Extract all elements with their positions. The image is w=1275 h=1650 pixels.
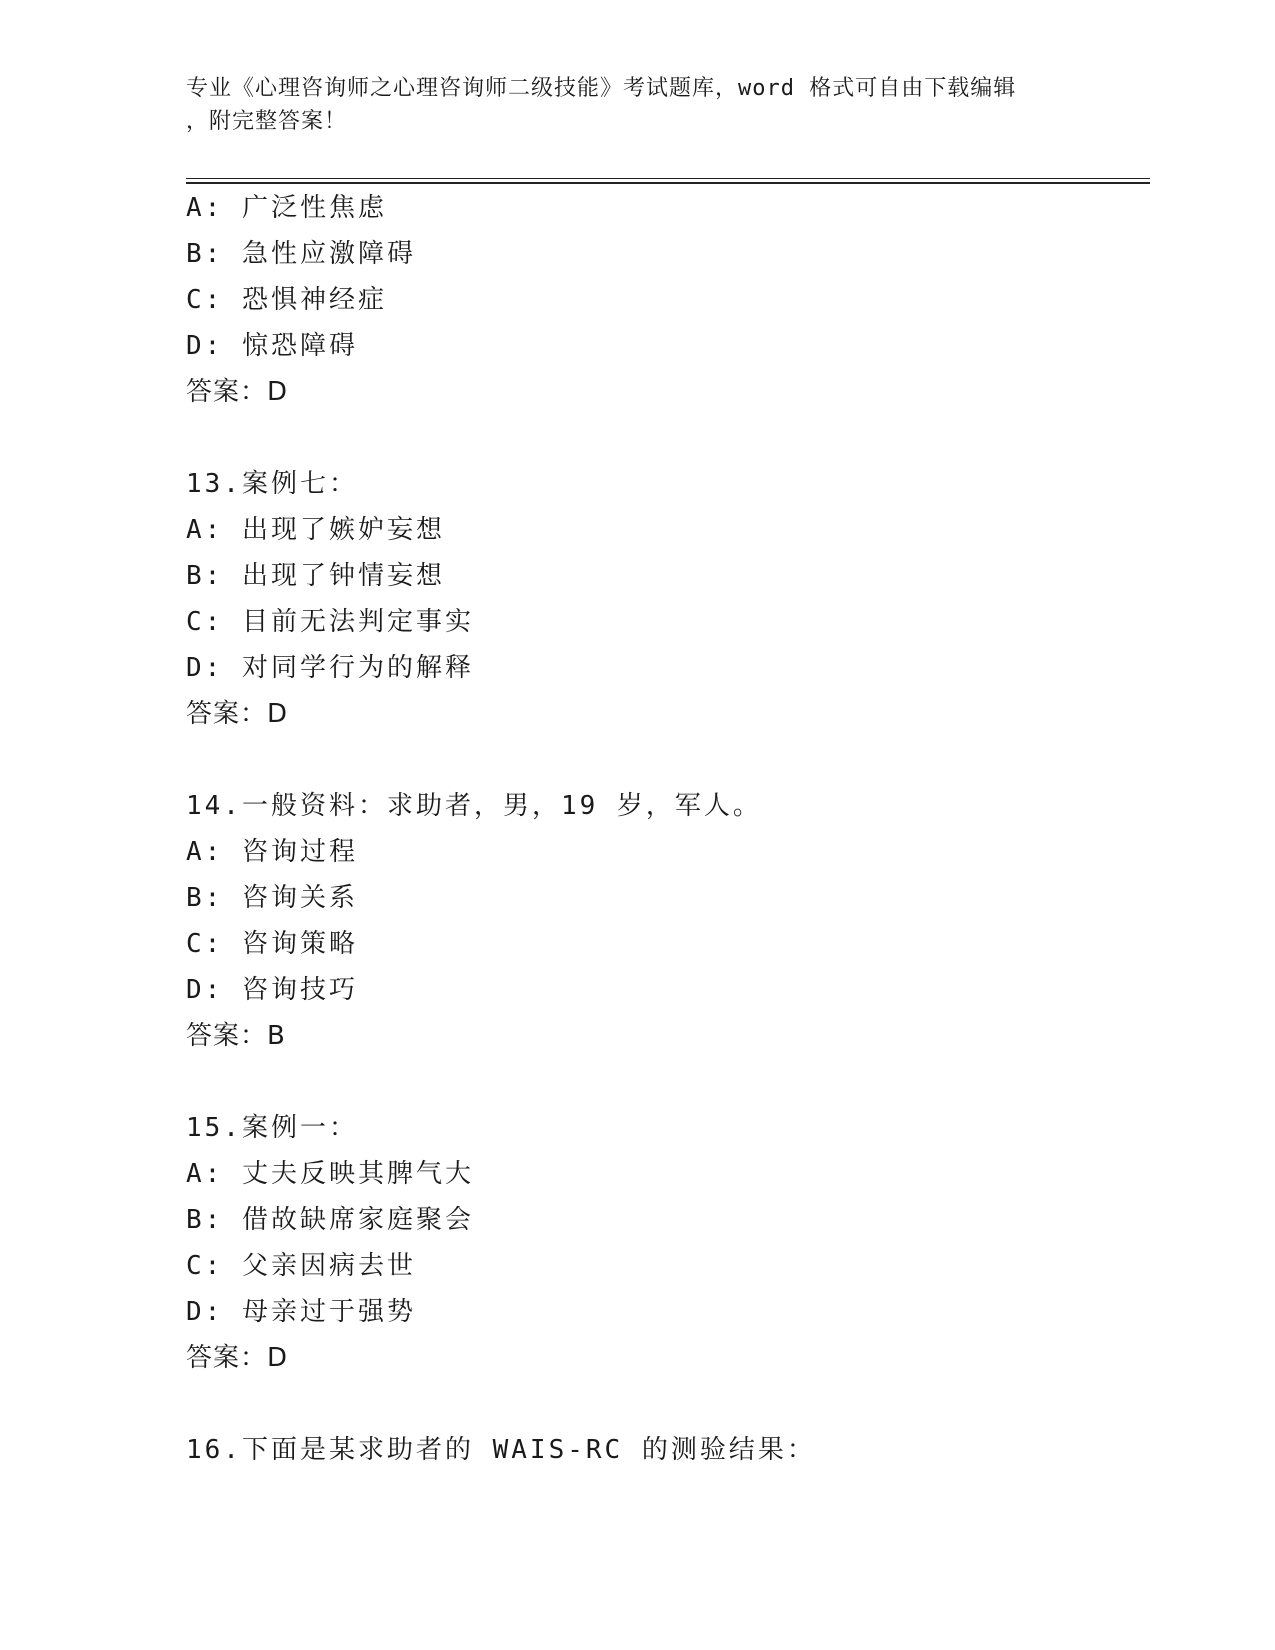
option-c: C: 恐惧神经症 (186, 285, 387, 315)
spacer (186, 1059, 1146, 1105)
option-a: A: 咨询过程 (186, 837, 358, 867)
document-header (186, 72, 1086, 138)
question-13 (186, 461, 1146, 737)
answer: 答案：D (186, 377, 289, 407)
answer: 答案：D (186, 699, 289, 729)
option-a: A: 出现了嫉妒妄想 (186, 515, 445, 545)
option-c: C: 目前无法判定事实 (186, 607, 474, 637)
option-b: B: 咨询关系 (186, 883, 358, 913)
question-title: 13.案例七： (186, 469, 358, 499)
spacer (186, 1381, 1146, 1427)
option-d: D: 惊恐障碍 (186, 331, 358, 361)
option-c: C: 父亲因病去世 (186, 1251, 416, 1281)
spacer (186, 415, 1146, 461)
option-a: A: 广泛性焦虑 (186, 193, 387, 223)
question-14 (186, 783, 1146, 1059)
header-line-2: ，附完整答案！ (186, 109, 348, 134)
question-title: 14.一般资料：求助者，男，19 岁，军人。 (186, 791, 762, 821)
option-d: D: 母亲过于强势 (186, 1297, 416, 1327)
option-a: A: 丈夫反映其脾气大 (186, 1159, 474, 1189)
question-list (186, 185, 1146, 1473)
answer: 答案：B (186, 1021, 286, 1051)
question-15 (186, 1105, 1146, 1381)
header-divider-thick (186, 182, 1150, 184)
option-d: D: 对同学行为的解释 (186, 653, 474, 683)
option-b: B: 借故缺席家庭聚会 (186, 1205, 474, 1235)
option-d: D: 咨询技巧 (186, 975, 358, 1005)
question-16 (186, 1427, 1146, 1473)
question-title: 15.案例一： (186, 1113, 358, 1143)
question-12-options (186, 185, 1146, 415)
option-b: B: 出现了钟情妄想 (186, 561, 445, 591)
option-b: B: 急性应激障碍 (186, 239, 416, 269)
header-divider-thin (186, 178, 1150, 179)
question-title: 16.下面是某求助者的 WAIS-RC 的测验结果： (186, 1435, 816, 1465)
spacer (186, 737, 1146, 783)
header-line-1: 专业《心理咨询师之心理咨询师二级技能》考试题库，word 格式可自由下载编辑 (186, 76, 1017, 101)
answer: 答案：D (186, 1343, 289, 1373)
option-c: C: 咨询策略 (186, 929, 358, 959)
